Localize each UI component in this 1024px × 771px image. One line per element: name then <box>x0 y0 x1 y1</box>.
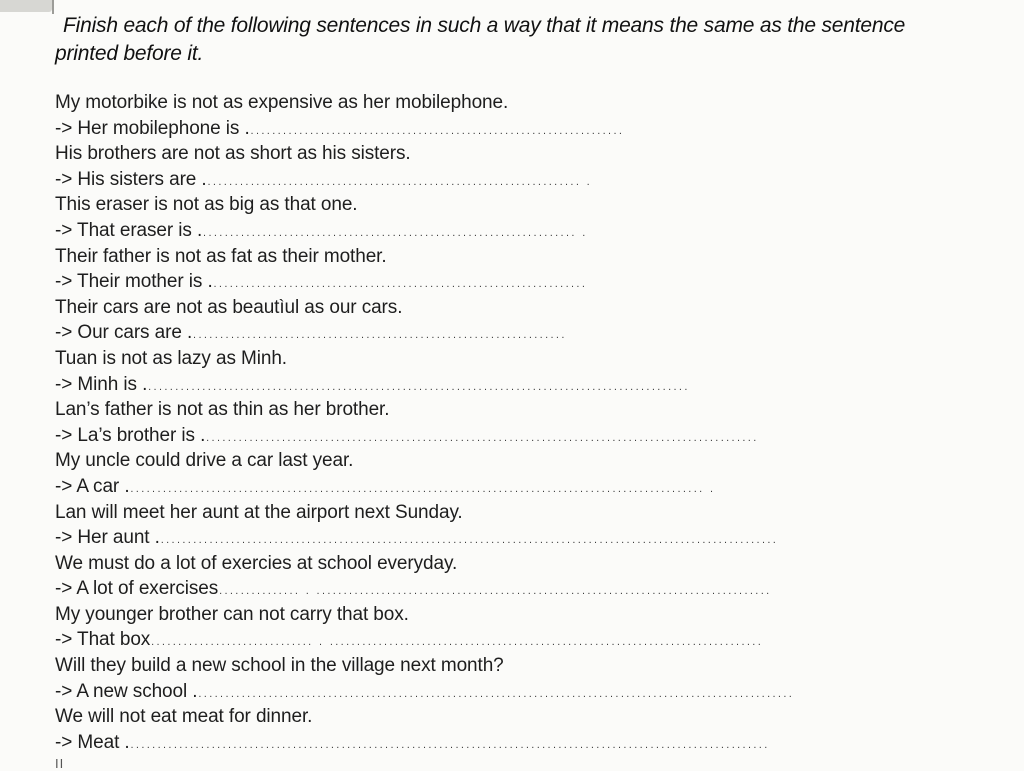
original-sentence: Their cars are not as beautìul as our cars. <box>55 296 403 318</box>
answer-blank[interactable]: .............................. . ................................................................................ <box>150 638 763 648</box>
original-sentence: My uncle could drive a car last year. <box>55 450 354 472</box>
rewrite-line <box>55 423 1015 449</box>
rewrite-prompt: -> A car . <box>55 475 130 497</box>
cut-off-text-mark: II <box>55 756 65 771</box>
original-sentence: My younger brother can not carry that box. <box>55 603 409 625</box>
original-sentence: Tuan is not as lazy as Minh. <box>55 347 287 369</box>
rewrite-prompt: -> Our cars are . <box>55 322 193 344</box>
exercise-list <box>55 90 1015 755</box>
rewrite-prompt: -> That eraser is . <box>55 219 203 241</box>
answer-blank[interactable]: ...................................................................................................................... <box>129 740 769 750</box>
answer-blank[interactable]: ..................................................................... <box>212 280 587 290</box>
rewrite-line <box>55 679 1015 705</box>
page-corner-tab <box>0 0 52 12</box>
rewrite-line <box>55 525 1015 551</box>
rewrite-line <box>55 218 1015 244</box>
original-sentence: Lan will meet her aunt at the airport next Sunday. <box>55 501 463 523</box>
rewrite-line <box>55 116 1015 142</box>
rewrite-line <box>55 320 1015 346</box>
instructions-line-1: Finish each of the following sentences in such a way that it means the same as the sentence <box>63 14 906 37</box>
page-corner-divider <box>52 0 54 14</box>
rewrite-prompt: -> Meat . <box>55 731 130 753</box>
rewrite-line <box>55 627 1015 653</box>
rewrite-line <box>55 167 1015 193</box>
original-sentence: Will they build a new school in the village next month? <box>55 655 504 677</box>
answer-blank[interactable]: .......................................................................................................... . <box>129 484 715 494</box>
instructions-line-2: printed before it. <box>55 42 204 65</box>
answer-blank[interactable]: .................................................................................................... <box>147 382 689 392</box>
rewrite-prompt: -> A lot of exercises <box>55 578 219 600</box>
original-sentence: Their father is not as fat as their mother. <box>55 245 387 267</box>
rewrite-prompt: -> Minh is . <box>55 373 148 395</box>
answer-blank[interactable]: ...................................................................................................... <box>205 433 758 443</box>
rewrite-prompt: -> Their mother is . <box>55 271 213 293</box>
rewrite-line <box>55 372 1015 398</box>
original-sentence: This eraser is not as big as that one. <box>55 194 358 216</box>
answer-blank[interactable]: .................................................................................................................. <box>159 536 778 546</box>
answer-blank[interactable]: ..................................................................... . <box>206 177 592 187</box>
rewrite-line <box>55 730 1015 756</box>
rewrite-line <box>55 576 1015 602</box>
original-sentence: Lan’s father is not as thin as her brother. <box>55 399 390 421</box>
rewrite-prompt: -> That box <box>55 629 151 651</box>
original-sentence: We must do a lot of exercies at school everyday. <box>55 552 458 574</box>
answer-blank[interactable]: ..................................................................... <box>192 331 566 341</box>
answer-blank[interactable]: ............... . .................................................................................... <box>218 587 771 597</box>
rewrite-line <box>55 474 1015 500</box>
answer-blank[interactable]: .............................................................................................................. <box>197 689 794 699</box>
answer-blank[interactable]: ..................................................................... <box>249 126 624 136</box>
instructions <box>55 12 1005 68</box>
rewrite-line <box>55 269 1015 295</box>
rewrite-prompt: -> His sisters are . <box>55 168 207 190</box>
original-sentence: His brothers are not as short as his sisters. <box>55 143 411 165</box>
rewrite-prompt: -> Her aunt . <box>55 527 160 549</box>
rewrite-prompt: -> La’s brother is . <box>55 424 206 446</box>
original-sentence: My motorbike is not as expensive as her mobilephone. <box>55 92 509 113</box>
answer-blank[interactable]: ..................................................................... . <box>202 228 587 238</box>
rewrite-prompt: -> A new school . <box>55 680 198 702</box>
rewrite-prompt: -> Her mobilephone is . <box>55 117 250 139</box>
original-sentence: We will not eat meat for dinner. <box>55 706 313 728</box>
